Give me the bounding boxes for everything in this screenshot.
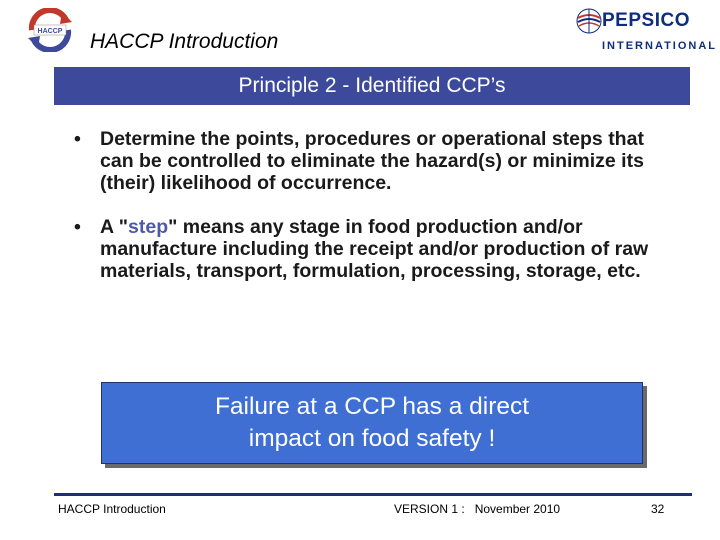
step-highlight: step: [128, 216, 169, 238]
haccp-logo: [24, 8, 76, 52]
page-number: 32: [651, 502, 665, 516]
pepsi-globe-icon: [576, 8, 602, 34]
bullet-text-prefix: A ": [100, 216, 129, 238]
footer-version: VERSION 1 : November 2010: [394, 502, 561, 516]
footer-title: HACCP Introduction: [58, 502, 166, 516]
bullet-text: Determine the points, procedures or operational steps that can be controlled to eliminate the hazard(s) or minimize its (their) likelihood of occurrence.: [100, 128, 644, 194]
failure-callout: [101, 382, 643, 464]
brand-subtitle: INTERNATIONAL: [602, 40, 718, 52]
banner-text: Principle 2 - Identified CCP’s: [238, 74, 506, 97]
header-title: HACCP Introduction: [90, 30, 279, 53]
brand-name: PEPSICO: [602, 10, 690, 31]
bullet-item: [74, 216, 674, 282]
bullet-item: [74, 128, 674, 194]
bullet-marker: •: [74, 128, 81, 150]
bullet-marker: •: [74, 216, 81, 238]
bullet-text-suffix: " means any stage in food production and/or manufacture including the receipt and/or production of raw materials, transport, formulation, processing, storage, etc.: [100, 216, 649, 282]
pepsico-logo: [568, 6, 718, 58]
callout-line-1: Failure at a CCP has a direct: [214, 393, 530, 420]
footer-divider: [54, 493, 692, 496]
bullet-list: [74, 128, 674, 282]
svg-text:HACCP: HACCP: [37, 28, 63, 35]
principle-banner: [54, 67, 690, 105]
callout-line-2: impact on food safety !: [248, 425, 496, 452]
